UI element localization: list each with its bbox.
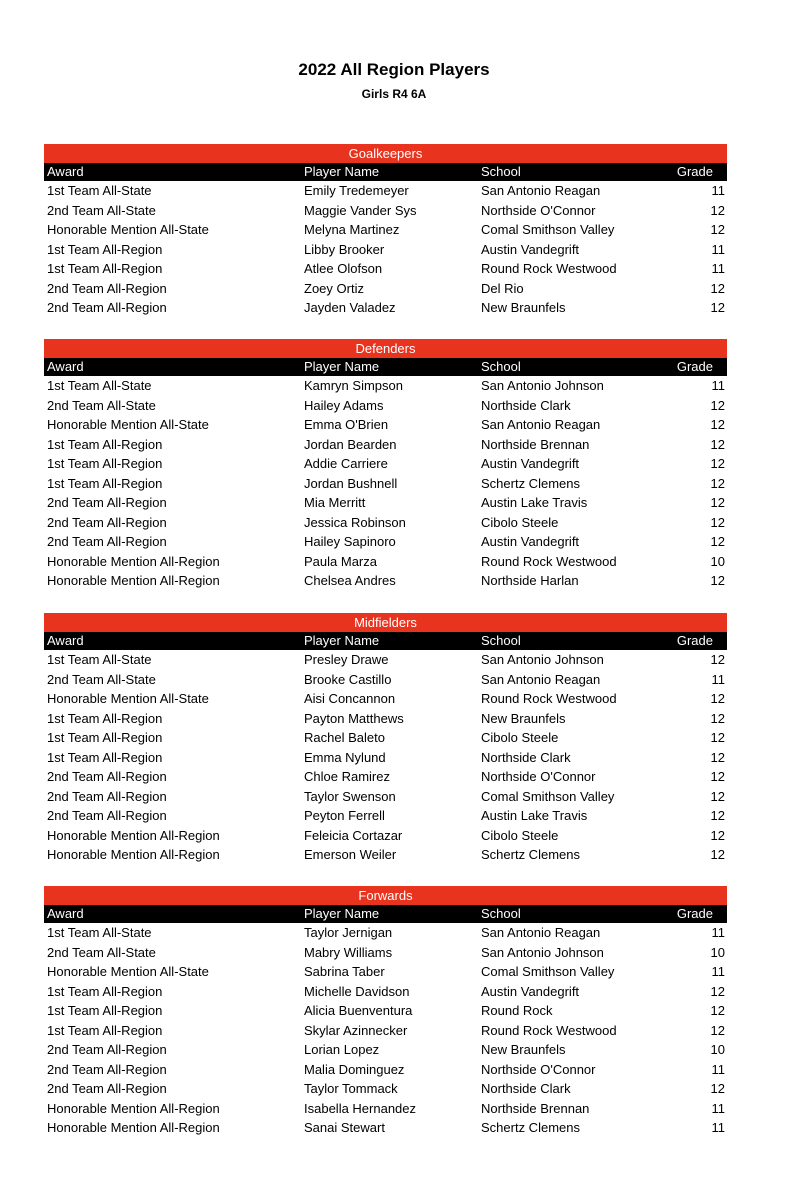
cell-school: San Antonio Johnson [481, 652, 604, 667]
cell-award: 1st Team All-Region [47, 456, 163, 471]
cell-player: Aisi Concannon [304, 691, 396, 706]
cell-school: Schertz Clemens [481, 475, 580, 491]
column-header-player: Player Name [304, 164, 380, 179]
section-header: Goalkeepers [44, 144, 727, 163]
cell-player: Emma Nylund [304, 749, 386, 765]
cell-player: Emerson Weiler [304, 847, 397, 862]
cell-award: 2nd Team All-State [47, 202, 156, 218]
section-forwards [44, 886, 727, 1138]
cell-school: Round Rock Westwood [481, 261, 617, 276]
table-row [44, 220, 727, 240]
cell-grade: 12 [710, 847, 725, 862]
cell-grade: 12 [710, 475, 725, 491]
cell-award: 2nd Team All-Region [47, 1042, 167, 1057]
cell-grade: 12 [710, 456, 725, 471]
cell-player: Zoey Ortiz [304, 280, 364, 296]
cell-grade: 12 [710, 222, 725, 237]
cell-award: Honorable Mention All-State [47, 222, 209, 237]
cell-award: 2nd Team All-Region [47, 534, 167, 549]
table-row [44, 787, 727, 807]
cell-school: Northside O'Connor [481, 1061, 596, 1077]
cell-player: Brooke Castillo [304, 671, 392, 687]
cell-player: Mia Merritt [304, 495, 366, 510]
cell-award: 1st Team All-State [47, 925, 152, 940]
section-header: Defenders [44, 339, 727, 358]
table-row [44, 571, 727, 591]
column-header-award: Award [47, 906, 84, 921]
cell-grade: 12 [710, 1022, 725, 1038]
column-header-row [44, 632, 727, 650]
table-row [44, 240, 727, 260]
table-row [44, 748, 727, 768]
cell-award: Honorable Mention All-State [47, 691, 209, 706]
cell-grade: 12 [710, 436, 725, 452]
cell-player: Jordan Bearden [304, 436, 397, 452]
table-row [44, 376, 727, 396]
table-row [44, 493, 727, 513]
cell-grade: 11 [711, 1100, 725, 1116]
cell-award: 2nd Team All-State [47, 671, 156, 687]
cell-player: Malia Dominguez [304, 1061, 405, 1077]
cell-award: 2nd Team All-State [47, 397, 156, 413]
cell-grade: 12 [710, 749, 725, 765]
cell-award: 1st Team All-Region [47, 1003, 163, 1018]
cell-grade: 12 [710, 691, 725, 706]
column-header-player: Player Name [304, 359, 380, 374]
cell-grade: 12 [710, 788, 725, 804]
cell-player: Jessica Robinson [304, 514, 406, 530]
cell-grade: 12 [710, 769, 725, 784]
cell-school: Austin Lake Travis [481, 495, 588, 510]
cell-school: Austin Vandegrift [481, 983, 580, 999]
cell-grade: 12 [710, 573, 725, 588]
cell-grade: 12 [710, 202, 725, 218]
cell-school: Northside Clark [481, 749, 571, 765]
cell-player: Jayden Valadez [304, 300, 396, 315]
cell-school: Schertz Clemens [481, 1120, 580, 1135]
column-header-school: School [481, 359, 521, 374]
table-row [44, 552, 727, 572]
cell-award: 2nd Team All-Region [47, 514, 167, 530]
section-defenders [44, 339, 727, 591]
table-row [44, 181, 727, 201]
cell-award: 1st Team All-Region [47, 261, 163, 276]
table-row [44, 806, 727, 826]
cell-award: Honorable Mention All-Region [47, 573, 220, 588]
cell-school: New Braunfels [481, 710, 566, 726]
cell-grade: 12 [710, 710, 725, 726]
section-header: Forwards [44, 886, 727, 905]
cell-award: 1st Team All-State [47, 652, 152, 667]
table-row [44, 1079, 727, 1099]
cell-grade: 12 [710, 300, 725, 315]
cell-award: 1st Team All-Region [47, 710, 163, 726]
cell-player: Payton Matthews [304, 710, 404, 726]
cell-grade: 11 [711, 671, 725, 687]
cell-award: 1st Team All-Region [47, 983, 163, 999]
column-header-grade: Grade [676, 164, 713, 179]
cell-school: Northside Harlan [481, 573, 579, 588]
cell-grade: 12 [710, 514, 725, 530]
cell-player: Chloe Ramirez [304, 769, 390, 784]
cell-school: Cibolo Steele [481, 730, 559, 745]
column-header-school: School [481, 164, 521, 179]
cell-school: Northside Clark [481, 397, 571, 413]
cell-player: Addie Carriere [304, 456, 388, 471]
table-row [44, 826, 727, 846]
cell-school: San Antonio Reagan [481, 183, 601, 198]
table-row [44, 298, 727, 318]
cell-grade: 11 [711, 183, 725, 198]
cell-award: 2nd Team All-Region [47, 808, 167, 823]
cell-player: Skylar Azinnecker [304, 1022, 408, 1038]
cell-school: Comal Smithson Valley [481, 222, 615, 237]
cell-player: Chelsea Andres [304, 573, 396, 588]
table-row [44, 1099, 727, 1119]
column-header-award: Award [47, 359, 84, 374]
cell-player: Hailey Sapinoro [304, 534, 396, 549]
cell-player: Isabella Hernandez [304, 1100, 417, 1116]
cell-school: Northside Brennan [481, 436, 590, 452]
cell-player: Libby Brooker [304, 241, 385, 257]
table-row [44, 689, 727, 709]
table-row [44, 962, 727, 982]
cell-award: 1st Team All-Region [47, 475, 163, 491]
table-row [44, 259, 727, 279]
cell-award: 2nd Team All-Region [47, 788, 167, 804]
cell-player: Melyna Martinez [304, 222, 400, 237]
cell-player: Presley Drawe [304, 652, 389, 667]
cell-award: Honorable Mention All-Region [47, 827, 220, 843]
cell-player: Taylor Swenson [304, 788, 396, 804]
table-row [44, 513, 727, 533]
cell-school: New Braunfels [481, 1042, 566, 1057]
cell-award: 2nd Team All-State [47, 944, 156, 960]
cell-award: Honorable Mention All-State [47, 417, 209, 432]
cell-grade: 12 [710, 1003, 725, 1018]
cell-award: Honorable Mention All-Region [47, 1120, 220, 1135]
cell-award: 2nd Team All-Region [47, 300, 167, 315]
section-header: Midfielders [44, 613, 727, 632]
column-header-row [44, 905, 727, 923]
cell-award: 2nd Team All-Region [47, 1061, 167, 1077]
cell-award: Honorable Mention All-Region [47, 1100, 220, 1116]
cell-grade: 12 [710, 397, 725, 413]
table-row [44, 767, 727, 787]
cell-grade: 11 [711, 1120, 725, 1135]
cell-school: Comal Smithson Valley [481, 964, 615, 979]
cell-grade: 12 [710, 495, 725, 510]
cell-school: San Antonio Reagan [481, 671, 601, 687]
cell-grade: 11 [711, 964, 725, 979]
section-midfielders [44, 613, 727, 865]
cell-player: Feleicia Cortazar [304, 827, 403, 843]
cell-award: 2nd Team All-Region [47, 280, 167, 296]
table-row [44, 532, 727, 552]
column-header-row [44, 163, 727, 181]
cell-player: Sabrina Taber [304, 964, 385, 979]
cell-school: Cibolo Steele [481, 827, 559, 843]
page-title: 2022 All Region Players [298, 60, 490, 79]
cell-award: 1st Team All-Region [47, 241, 163, 257]
cell-grade: 12 [710, 730, 725, 745]
column-header-award: Award [47, 633, 84, 648]
table-row [44, 650, 727, 670]
table-row [44, 943, 727, 963]
cell-award: 1st Team All-State [47, 183, 152, 198]
cell-player: Taylor Jernigan [304, 925, 393, 940]
table-row [44, 474, 727, 494]
column-header-player: Player Name [304, 906, 380, 921]
cell-school: Round Rock Westwood [481, 691, 617, 706]
cell-grade: 12 [710, 808, 725, 823]
cell-player: Atlee Olofson [304, 261, 383, 276]
cell-award: 1st Team All-Region [47, 1022, 163, 1038]
cell-award: 1st Team All-State [47, 378, 152, 393]
cell-school: San Antonio Johnson [481, 378, 604, 393]
cell-award: 2nd Team All-Region [47, 769, 167, 784]
cell-school: Cibolo Steele [481, 514, 559, 530]
cell-grade: 11 [711, 1061, 725, 1077]
cell-grade: 11 [711, 925, 725, 940]
cell-school: San Antonio Reagan [481, 417, 601, 432]
cell-player: Kamryn Simpson [304, 378, 403, 393]
cell-player: Mabry Williams [304, 944, 393, 960]
cell-school: Austin Vandegrift [481, 241, 580, 257]
cell-award: 2nd Team All-Region [47, 1081, 167, 1096]
table-row [44, 279, 727, 299]
cell-player: Rachel Baleto [304, 730, 385, 745]
table-row [44, 1040, 727, 1060]
cell-school: Northside Clark [481, 1081, 571, 1096]
cell-school: Northside O'Connor [481, 202, 596, 218]
cell-grade: 10 [710, 553, 725, 569]
cell-grade: 11 [711, 261, 725, 276]
cell-school: Round Rock [481, 1003, 553, 1018]
cell-player: Taylor Tommack [304, 1081, 398, 1096]
cell-grade: 11 [711, 378, 725, 393]
cell-school: Austin Lake Travis [481, 808, 588, 823]
cell-player: Peyton Ferrell [304, 808, 385, 823]
table-row [44, 435, 727, 455]
section-goalkeepers [44, 144, 727, 318]
cell-school: San Antonio Johnson [481, 944, 604, 960]
cell-player: Michelle Davidson [304, 983, 410, 999]
cell-school: New Braunfels [481, 300, 566, 315]
table-row [44, 982, 727, 1002]
table-row [44, 1118, 727, 1138]
cell-school: Comal Smithson Valley [481, 788, 615, 804]
cell-player: Sanai Stewart [304, 1120, 385, 1135]
cell-school: Northside O'Connor [481, 769, 596, 784]
cell-player: Paula Marza [304, 553, 377, 569]
cell-grade: 12 [710, 983, 725, 999]
cell-grade: 12 [710, 534, 725, 549]
cell-school: Northside Brennan [481, 1100, 590, 1116]
table-row [44, 1001, 727, 1021]
cell-award: Honorable Mention All-Region [47, 553, 220, 569]
cell-player: Jordan Bushnell [304, 475, 398, 491]
page-subtitle: Girls R4 6A [361, 87, 427, 101]
column-header-school: School [481, 906, 521, 921]
column-header-player: Player Name [304, 633, 380, 648]
table-row [44, 454, 727, 474]
cell-grade: 10 [710, 1042, 725, 1057]
cell-school: San Antonio Reagan [481, 925, 601, 940]
column-header-grade: Grade [676, 359, 713, 374]
cell-grade: 12 [710, 417, 725, 432]
cell-grade: 12 [710, 652, 725, 667]
column-header-grade: Grade [676, 906, 713, 921]
cell-award: 1st Team All-Region [47, 730, 163, 745]
table-row [44, 670, 727, 690]
cell-grade: 11 [711, 241, 725, 257]
table-row [44, 709, 727, 729]
column-header-school: School [481, 633, 521, 648]
cell-award: Honorable Mention All-State [47, 964, 209, 979]
cell-school: Austin Vandegrift [481, 534, 580, 549]
column-header-grade: Grade [676, 633, 713, 648]
cell-player: Alicia Buenventura [304, 1003, 413, 1018]
table-row [44, 1060, 727, 1080]
table-row [44, 845, 727, 865]
table-row [44, 415, 727, 435]
column-header-award: Award [47, 164, 84, 179]
table-row [44, 923, 727, 943]
table-row [44, 201, 727, 221]
table-row [44, 396, 727, 416]
cell-grade: 12 [710, 1081, 725, 1096]
cell-player: Lorian Lopez [304, 1042, 380, 1057]
cell-grade: 12 [710, 827, 725, 843]
cell-school: Schertz Clemens [481, 847, 580, 862]
cell-player: Emma O'Brien [304, 417, 389, 432]
table-row [44, 1021, 727, 1041]
cell-award: Honorable Mention All-Region [47, 847, 220, 862]
cell-award: 1st Team All-Region [47, 436, 163, 452]
cell-player: Emily Tredemeyer [304, 183, 409, 198]
cell-award: 2nd Team All-Region [47, 495, 167, 510]
cell-player: Maggie Vander Sys [304, 202, 417, 218]
table-row [44, 728, 727, 748]
cell-grade: 12 [710, 280, 725, 296]
cell-school: Del Rio [481, 280, 524, 296]
cell-grade: 10 [710, 944, 725, 960]
cell-school: Austin Vandegrift [481, 456, 580, 471]
cell-player: Hailey Adams [304, 397, 384, 413]
cell-school: Round Rock Westwood [481, 553, 617, 569]
cell-award: 1st Team All-Region [47, 749, 163, 765]
cell-school: Round Rock Westwood [481, 1022, 617, 1038]
column-header-row [44, 358, 727, 376]
